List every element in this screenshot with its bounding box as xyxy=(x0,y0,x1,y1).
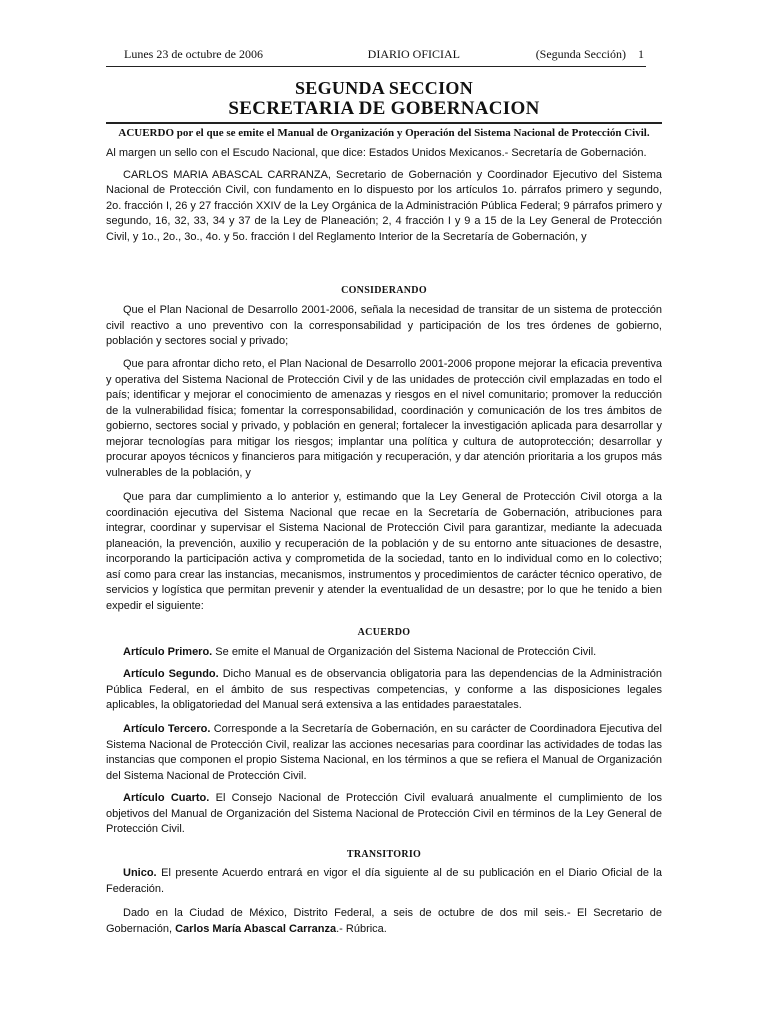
unico-text: El presente Acuerdo entrará en vigor el día siguiente al de su publicación en el Diario Oficial de la Federación. xyxy=(106,867,662,895)
article-2-label: Artículo Segundo. xyxy=(123,668,219,680)
transitorio-heading: TRANSITORIO xyxy=(346,849,422,860)
article-4-label: Artículo Cuarto. xyxy=(123,792,210,804)
intro-block xyxy=(106,146,662,245)
article-3-text: Corresponde a la Secretaría de Gobernación, en su carácter de Coordinadora Ejecutiva del Sistema Nacional de Protección Civil, realizar las acciones necesarias para coordinar las actividades de todas las instancias que componen el propio Sistema Nacional, en los términos a que se refiera el Manual de Organización del Sistema Nacional de Protección Civil. xyxy=(106,723,662,782)
closing-paragraph xyxy=(106,906,662,937)
article-4-text: El Consejo Nacional de Protección Civil evaluará anualmente el cumplimiento de los objetivos del Manual de Organización del Sistema Nacional de Protección Civil en términos de la Ley General de Protección Civil. xyxy=(106,792,662,835)
acuerdo-heading: ACUERDO xyxy=(357,627,411,638)
article-1-label: Artículo Primero. xyxy=(123,646,213,658)
article-2 xyxy=(106,667,662,714)
ministry-title: SECRETARIA DE GOBERNACION xyxy=(228,98,540,119)
article-3-label: Artículo Tercero. xyxy=(123,723,211,735)
header-section-page xyxy=(536,47,644,61)
section-title: SEGUNDA SECCION xyxy=(294,78,474,98)
header-publication: DIARIO OFICIAL xyxy=(367,47,460,61)
unico-label: Unico. xyxy=(123,867,157,879)
header-date: Lunes 23 de octubre de 2006 xyxy=(124,47,263,61)
signer-name: Carlos María Abascal Carranza xyxy=(175,922,337,935)
closing-text: Dado en la Ciudad de México, Distrito Federal, a seis de octubre de dos mil seis.- El Secretario de Gobernación, xyxy=(106,907,662,935)
header-rule xyxy=(106,66,646,67)
considerando-paragraph-3: Que para dar cumplimiento a lo anterior y, estimando que la Ley General de Protección Civil otorga a la coordinación ejecutiva del Sistema Nacional que recae en la Secretaría de Gobernación, atribuciones para integrar, coordinar y supervisar el Sistema Nacional de Protección Civil para garantizar, mediante la adecuada planeación, la prevención, auxilio y recuperación de la población y de su entorno ante situaciones de desastre, incorporando la participación activa y comprometida de la sociedad, tanto en lo individual como en lo colectivo; así como para crear las instancias, mecanismos, instrumentos y procedimientos de carácter técnico operativo, de servicios y logística que permitan prevenir y atender la eventualidad de un desastre; por lo que he tenido a bien expedir el siguiente: xyxy=(106,491,662,612)
article-1 xyxy=(106,645,662,661)
title-rule xyxy=(106,122,662,124)
article-4 xyxy=(106,791,662,838)
article-3 xyxy=(106,722,662,784)
margin-note: Al margen un sello con el Escudo Nacional, que dice: Estados Unidos Mexicanos.- Secretaría de Gobernación. xyxy=(106,147,647,159)
closing-suffix: .- Rúbrica. xyxy=(336,922,387,935)
considerando-heading: CONSIDERANDO xyxy=(341,285,427,296)
unico-paragraph xyxy=(106,866,662,897)
considerando-paragraph-2: Que para afrontar dicho reto, el Plan Nacional de Desarrollo 2001-2006 propone mejorar la eficacia preventiva y operativa del Sistema Nacional de Protección Civil y de las unidades de protección civil emplazadas en todo el país; identificar y mejorar el conocimiento de amenazas y riesgos en el nivel comunitario; promover la reducción de la vulnerabilidad física; fomentar la corresponsabilidad, coordinación y comunicación de los tres ámbitos de gobierno, sectores social y privado, y población en general; fortalecer la investigación aplicada para desarrollar y mejorar tecnologías para mitigar los riesgos; implantar una política y cultura de autoprotección; desarrollar y procurar apoyos técnicos y financieros para mitigación y recuperación, y dar atención prioritaria a los grupos más vulnerables de la población, y xyxy=(106,358,662,479)
considerando-paragraph-1: Que el Plan Nacional de Desarrollo 2001-2006, señala la necesidad de transitar de un sistema de protección civil reactivo a uno preventivo con la corresponsabilidad y participación de los tres órdenes de gobierno, población y sectores social y privado; xyxy=(106,304,662,347)
authority-paragraph: CARLOS MARIA ABASCAL CARRANZA, Secretario de Gobernación y Coordinador Ejecutivo del Sistema Nacional de Protección Civil, con fundamento en lo dispuesto por los artículos 1o. párrafos primero y segundo, 2o. fracción I, 26 y 27 fracción XXIV de la Ley Orgánica de la Administración Pública Federal; 9 párrafos primero y segundo, 16, 32, 33, 34 y 37 de la Ley de Planeación; 2, 4 fracción I y 9 a 15 de la Ley General de Protección Civil, y 1o., 2o., 3o., 4o. y 5o. fracción I del Reglamento Interior de la Secretaría de Gobernación, y xyxy=(106,168,662,243)
header-page-number: 1 xyxy=(638,47,644,61)
running-header xyxy=(124,47,644,61)
article-2-text: Dicho Manual es de observancia obligatoria para las dependencias de la Administración Pública Federal, en el ámbito de sus respectivas competencias, y conforme a las disposiciones legales aplicables, la obligatoriedad del Manual será extensiva a las entidades paraestatales. xyxy=(106,668,662,711)
acuerdo-title: ACUERDO por el que se emite el Manual de Organización y Operación del Sistema Nacional de Protección Civil. xyxy=(118,127,650,139)
article-1-text: Se emite el Manual de Organización del Sistema Nacional de Protección Civil. xyxy=(212,646,597,658)
header-section: (Segunda Sección) xyxy=(535,47,626,61)
